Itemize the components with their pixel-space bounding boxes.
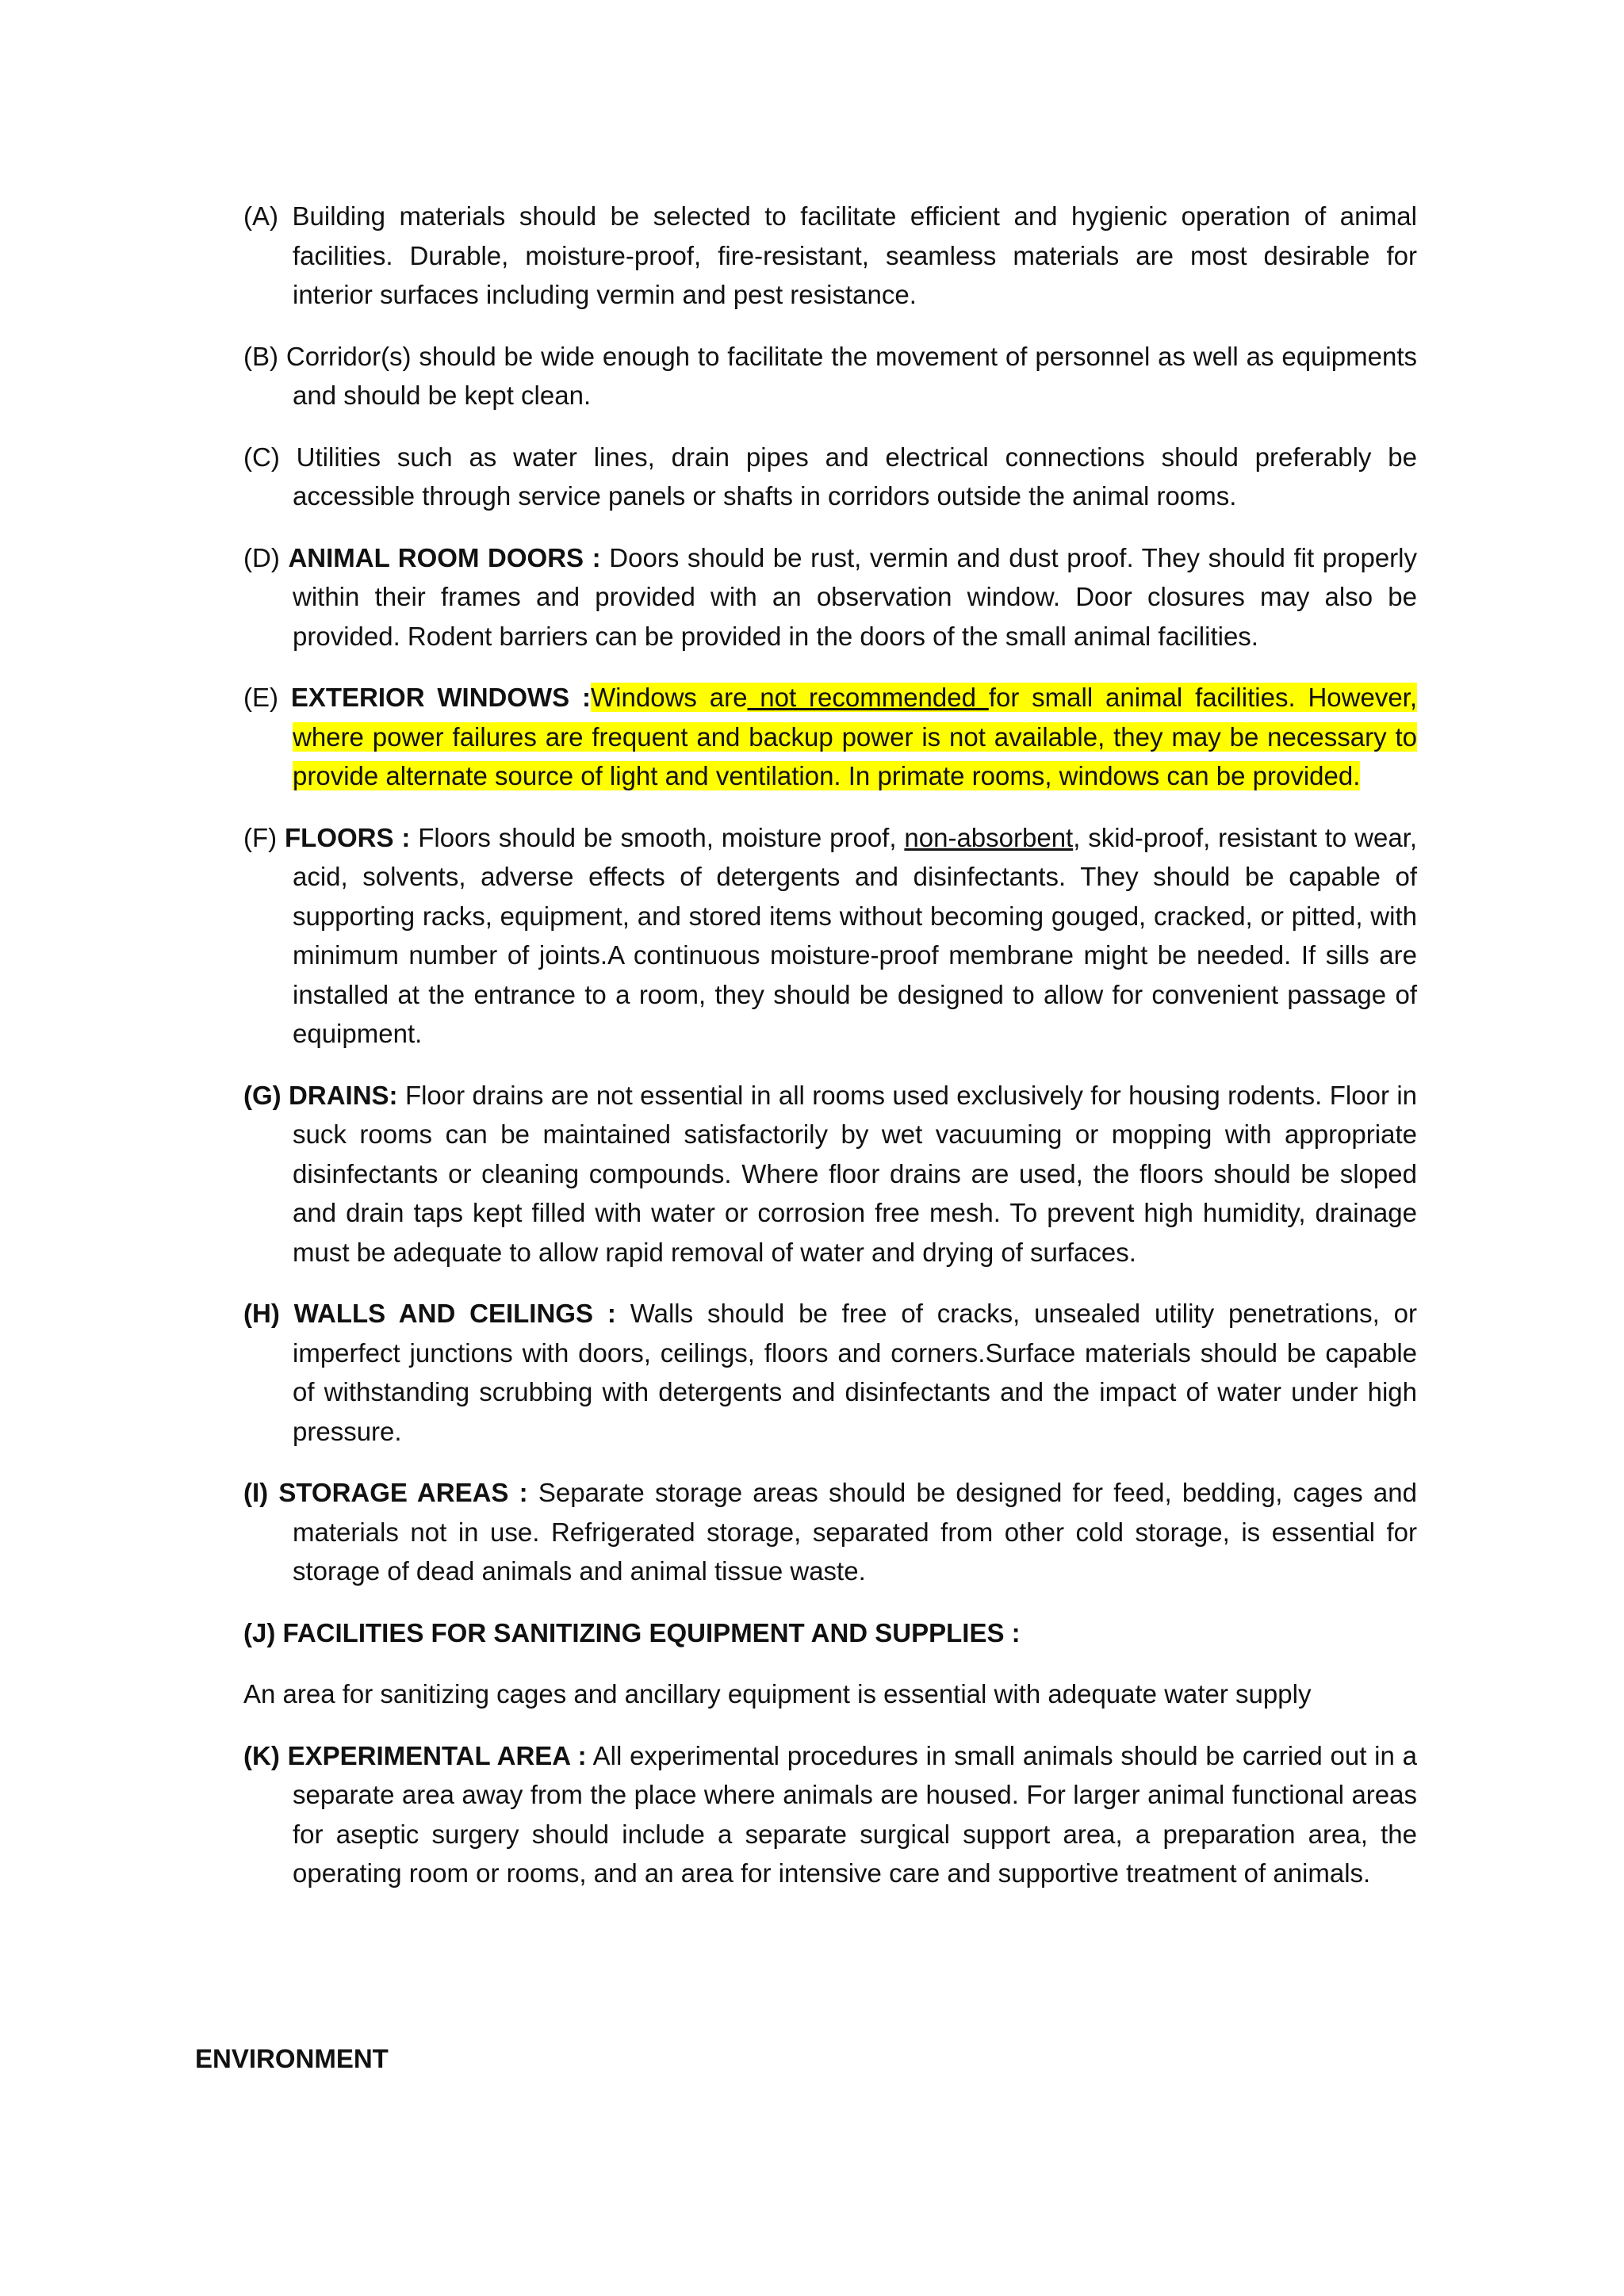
item-a-marker: (A): [243, 201, 278, 231]
item-k: [243, 1736, 1417, 1893]
item-f-heading: FLOORS :: [285, 822, 411, 852]
item-h-heading: (H) WALLS AND CEILINGS :: [243, 1299, 616, 1328]
item-f-text-underlined: non-absorbent: [904, 822, 1074, 852]
item-b: [243, 337, 1417, 415]
item-b-marker: (B): [243, 341, 278, 371]
item-f-text-before: Floors should be smooth, moisture proof,: [410, 822, 905, 852]
item-h: [243, 1294, 1417, 1451]
item-f-text-after: , skid-proof, resistant to wear, acid, solvents, adverse effects of detergents and disinfectants. They should be capable of supporting racks, equipment, and stored items without becoming gouged, cracked, or pitted, with minimum number of joints.A continuous moisture-proof membrane might be needed. If sills are installed at the entrance to a room, they should be designed to allow for convenient passage of equipment.: [293, 822, 1418, 1048]
item-k-heading: (K) EXPERIMENTAL AREA :: [243, 1740, 587, 1770]
item-g-heading: (G) DRAINS:: [243, 1080, 398, 1110]
item-f-marker: (F): [243, 822, 285, 852]
item-g-text: Floor drains are not essential in all rooms used exclusively for housing rodents. Floor in suck rooms can be maintained satisfactorily by wet vacuuming or mopping with appropriate disinfectants or cleaning compounds. Where floor drains are used, the floors should be sloped and drain taps kept filled with water or corrosion free mesh. To prevent high humidity, drainage must be adequate to allow rapid removal of water and drying of surfaces.: [293, 1080, 1418, 1267]
item-d-marker: (D): [243, 542, 289, 572]
item-e-marker: (E): [243, 683, 291, 712]
item-c-text: Utilities such as water lines, drain pipes and electrical connections should preferably be accessible through service panels or shafts in corridors outside the animal rooms.: [279, 442, 1417, 511]
item-g: [243, 1076, 1417, 1272]
item-i-heading: (I) STORAGE AREAS :: [243, 1478, 528, 1507]
item-j-text: An area for sanitizing cages and ancillary equipment is essential with adequate water supply: [243, 1679, 1312, 1709]
item-a: [243, 197, 1417, 315]
item-b-text: Corridor(s) should be wide enough to facilitate the movement of personnel as well as equipments and should be kept clean.: [278, 341, 1417, 410]
item-j-heading: (J) FACILITIES FOR SANITIZING EQUIPMENT AND SUPPLIES :: [243, 1617, 1021, 1647]
item-d-heading: ANIMAL ROOM DOORS :: [288, 542, 601, 572]
item-e-highlight-before: Windows are: [591, 683, 748, 712]
item-f: [243, 818, 1417, 1054]
section-heading-environment: ENVIRONMENT: [195, 2044, 389, 2073]
item-d: [243, 538, 1417, 656]
item-e: [243, 678, 1417, 796]
item-c: [243, 438, 1417, 516]
item-e-highlight-after: for small animal facilities. However, where power failures are frequent and backup power is not available, they may be necessary to provide alternate source of light and ventilation. In primate rooms, windows can be provided.: [293, 683, 1418, 790]
item-h-text: Walls should be free of cracks, unsealed utility penetrations, or imperfect junctions with doors, ceilings, floors and corners.Surface materials should be capable of withstanding scrubbing with detergents and disinfectants and the impact of water under high pressure.: [293, 1299, 1417, 1446]
item-i-text: Separate storage areas should be designed for feed, bedding, cages and materials not in use. Refrigerated storage, separated from other cold storage, is essential for storage of dead animals and animal tissue waste.: [293, 1478, 1417, 1586]
item-c-marker: (C): [243, 442, 280, 472]
item-d-text: Doors should be rust, vermin and dust proof. They should fit properly within their frames and provided with an observation window. Door closures may also be provided. Rodent barriers can be provided in the doors of the small animal facilities.: [293, 542, 1417, 651]
item-k-text: All experimental procedures in small animals should be carried out in a separate area away from the place where animals are housed. For larger animal functional areas for aseptic surgery should include a separate surgical support area, a preparation area, the operating room or rooms, and an area for intensive care and supportive treatment of animals.: [293, 1740, 1417, 1888]
item-i: [243, 1473, 1417, 1591]
item-e-heading: EXTERIOR WINDOWS :: [290, 683, 592, 712]
item-e-highlight-underlined: not recommended: [747, 683, 989, 712]
document-body: [243, 197, 1417, 1915]
item-a-text: Building materials should be selected to facilitate efficient and hygienic operation of animal facilities. Durable, moisture-proof, fire-resistant, seamless materials are most desirable for interior surfaces including vermin and pest resistance.: [278, 201, 1417, 309]
